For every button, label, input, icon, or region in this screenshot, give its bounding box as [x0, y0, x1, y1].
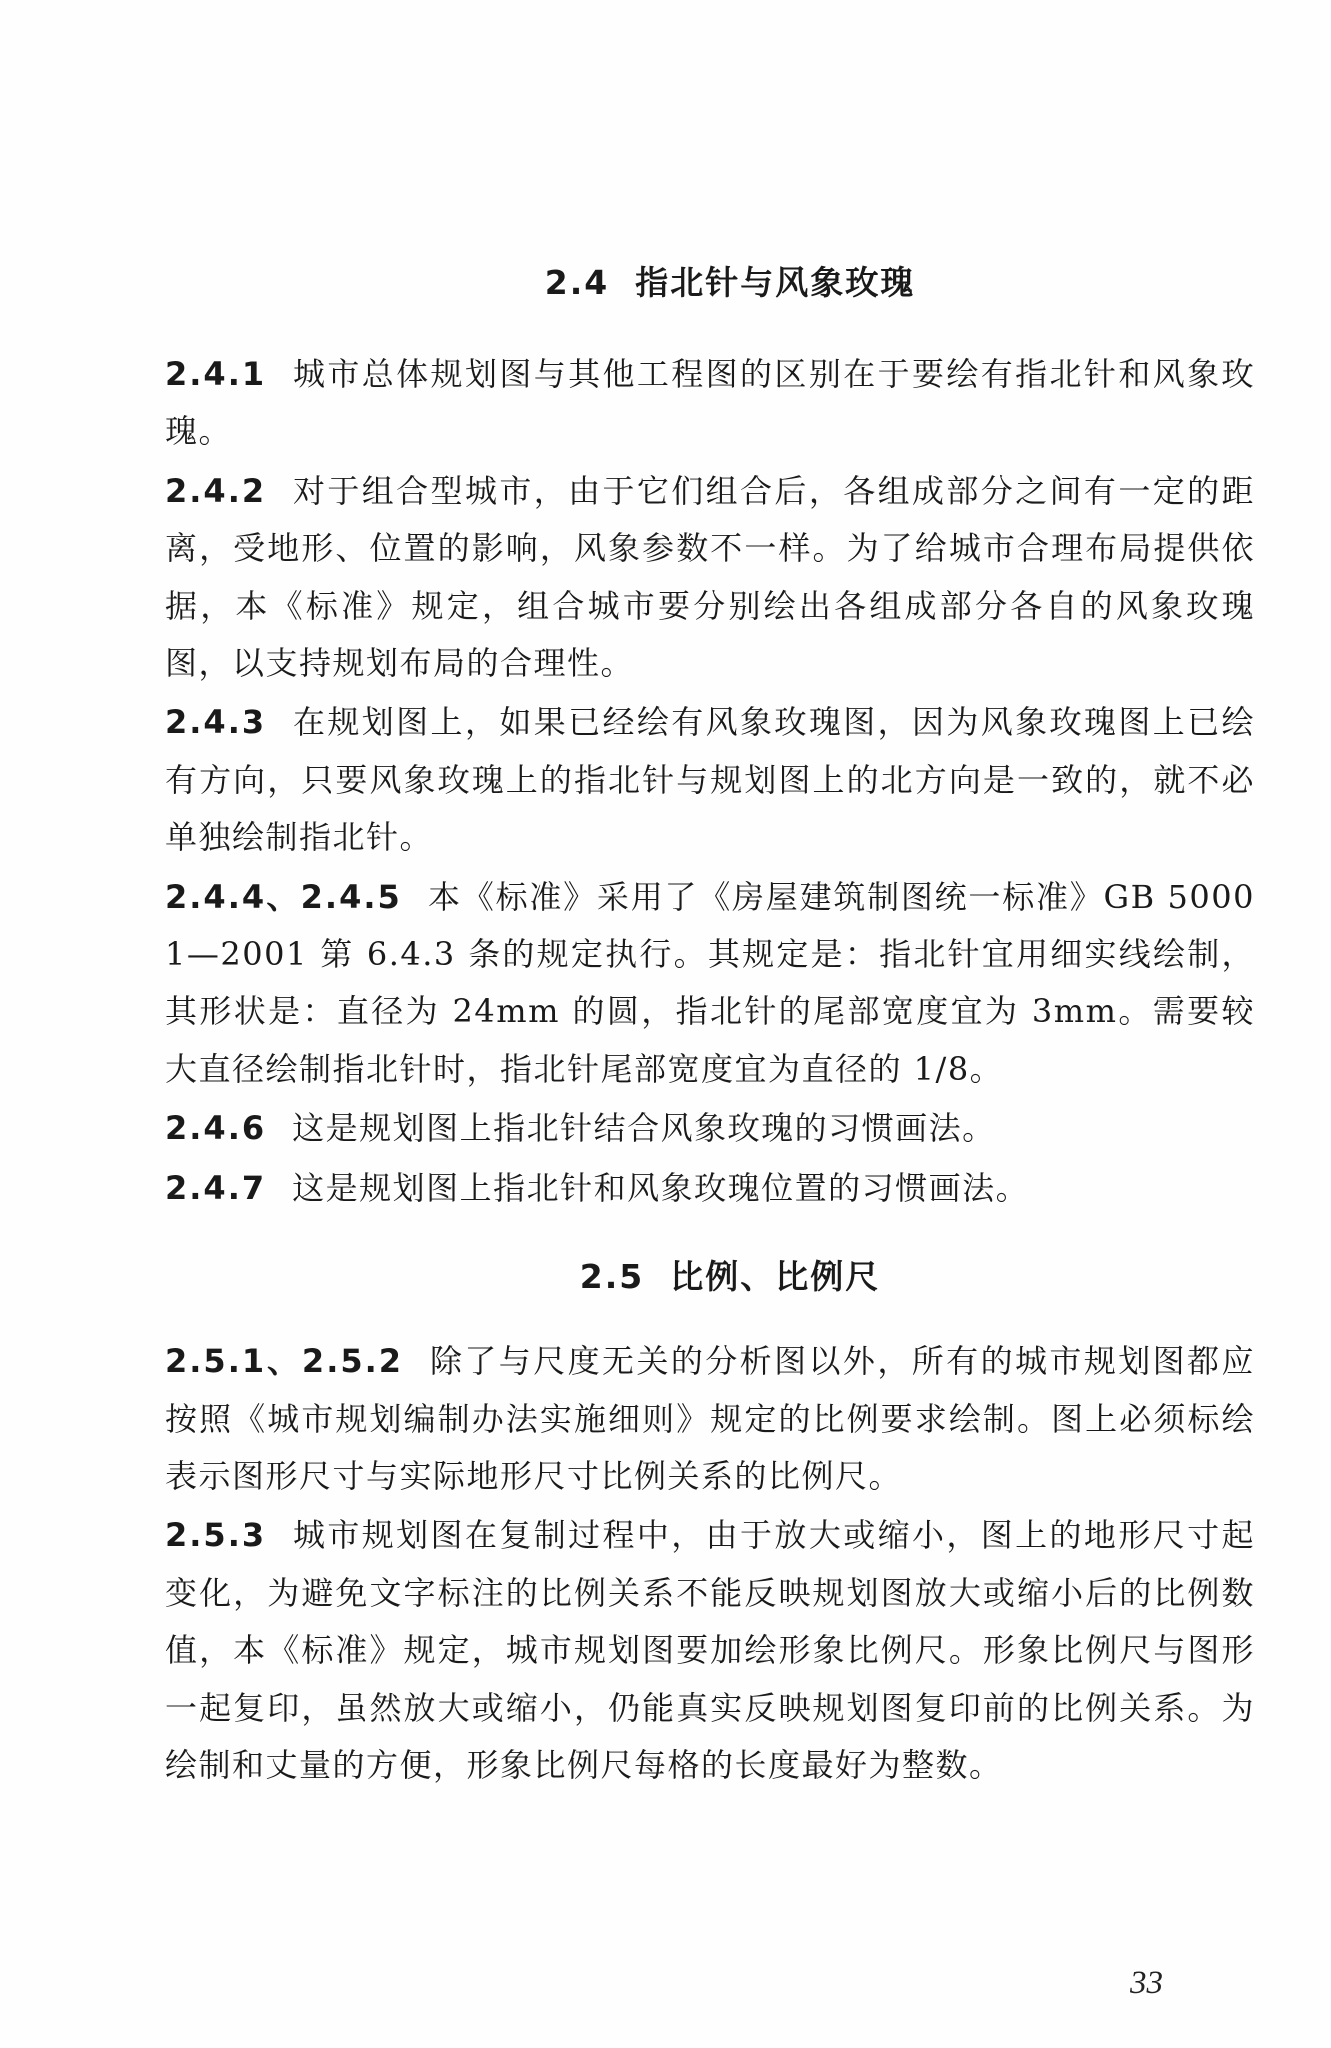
clause-text: 这是规划图上指北针和风象玫瑰位置的习惯画法。 — [292, 1168, 1030, 1207]
section-number: 2.5 — [579, 1257, 645, 1297]
clause-number: 2.4.1 — [165, 355, 267, 393]
clause-2-4-4-2-4-5 — [165, 869, 1255, 1099]
clause-number: 2.4.4、2.4.5 — [165, 877, 402, 916]
clause-2-4-1 — [165, 346, 1255, 461]
clause-2-4-2 — [165, 463, 1255, 693]
clause-number: 2.4.3 — [165, 703, 267, 742]
clause-number: 2.5.3 — [165, 1516, 267, 1555]
clause-2-5-3 — [165, 1507, 1255, 1794]
clause-number: 2.4.2 — [165, 471, 267, 510]
clause-text: 本《标准》采用了《房屋建筑制图统一标准》GB 50001—2001 第 6.4.3 条的规定执行。其规定是：指北针宜用细实线绘制，其形状是：直径为 24mm 的圆，指北针的尾部宽度宜为 3mm。需要较大直径绘制指北针时，指北针尾部宽度宜为直径的 1/8。 — [165, 877, 1255, 1088]
clause-2-4-3 — [165, 694, 1255, 866]
clause-number: 2.4.6 — [165, 1109, 267, 1148]
page-number: 33 — [1130, 1965, 1163, 2001]
section-title-2-4 — [165, 255, 1255, 311]
section-title-2-5 — [165, 1249, 1255, 1305]
clause-text: 除了与尺度无关的分析图以外，所有的城市规划图都应按照《城市规划编制办法实施细则》规定的比例要求绘制。图上必须标绘表示图形尺寸与实际地形尺寸比例关系的比例尺。 — [165, 1342, 1255, 1495]
section-number: 2.4 — [544, 263, 610, 302]
clause-2-4-7 — [165, 1160, 1255, 1217]
clause-2-4-6 — [165, 1100, 1255, 1157]
clause-text: 对于组合型城市，由于它们组合后，各组成部分之间有一定的距离，受地形、位置的影响，风象参数不一样。为了给城市合理布局提供依据，本《标准》规定，组合城市要分别绘出各组成部分各自的风象玫瑰图，以支持规划布局的合理性。 — [165, 471, 1255, 683]
section-heading: 指北针与风象玫瑰 — [635, 263, 916, 302]
clause-text: 在规划图上，如果已经绘有风象玫瑰图，因为风象玫瑰图上已绘有方向，只要风象玫瑰上的指北针与规划图上的北方向是一致的，就不必单独绘制指北针。 — [165, 703, 1255, 857]
clause-number: 2.4.7 — [165, 1168, 267, 1207]
clause-text: 城市规划图在复制过程中，由于放大或缩小，图上的地形尺寸起变化，为避免文字标注的比例关系不能反映规划图放大或缩小后的比例数值，本《标准》规定，城市规划图要加绘形象比例尺。形象比例尺与图形一起复印，虽然放大或缩小，仍能真实反映规划图复印前的比例关系。为绘制和丈量的方便，形象比例尺每格的长度最好为整数。 — [165, 1516, 1255, 1784]
section-heading: 比例、比例尺 — [670, 1257, 881, 1297]
clause-text: 城市总体规划图与其他工程图的区别在于要绘有指北针和风象玫瑰。 — [165, 355, 1255, 451]
page-content — [165, 255, 1255, 1796]
clause-number: 2.5.1、2.5.2 — [165, 1342, 404, 1381]
clause-2-5-1-2-5-2 — [165, 1333, 1255, 1505]
clause-text: 这是规划图上指北针结合风象玫瑰的习惯画法。 — [292, 1109, 996, 1148]
